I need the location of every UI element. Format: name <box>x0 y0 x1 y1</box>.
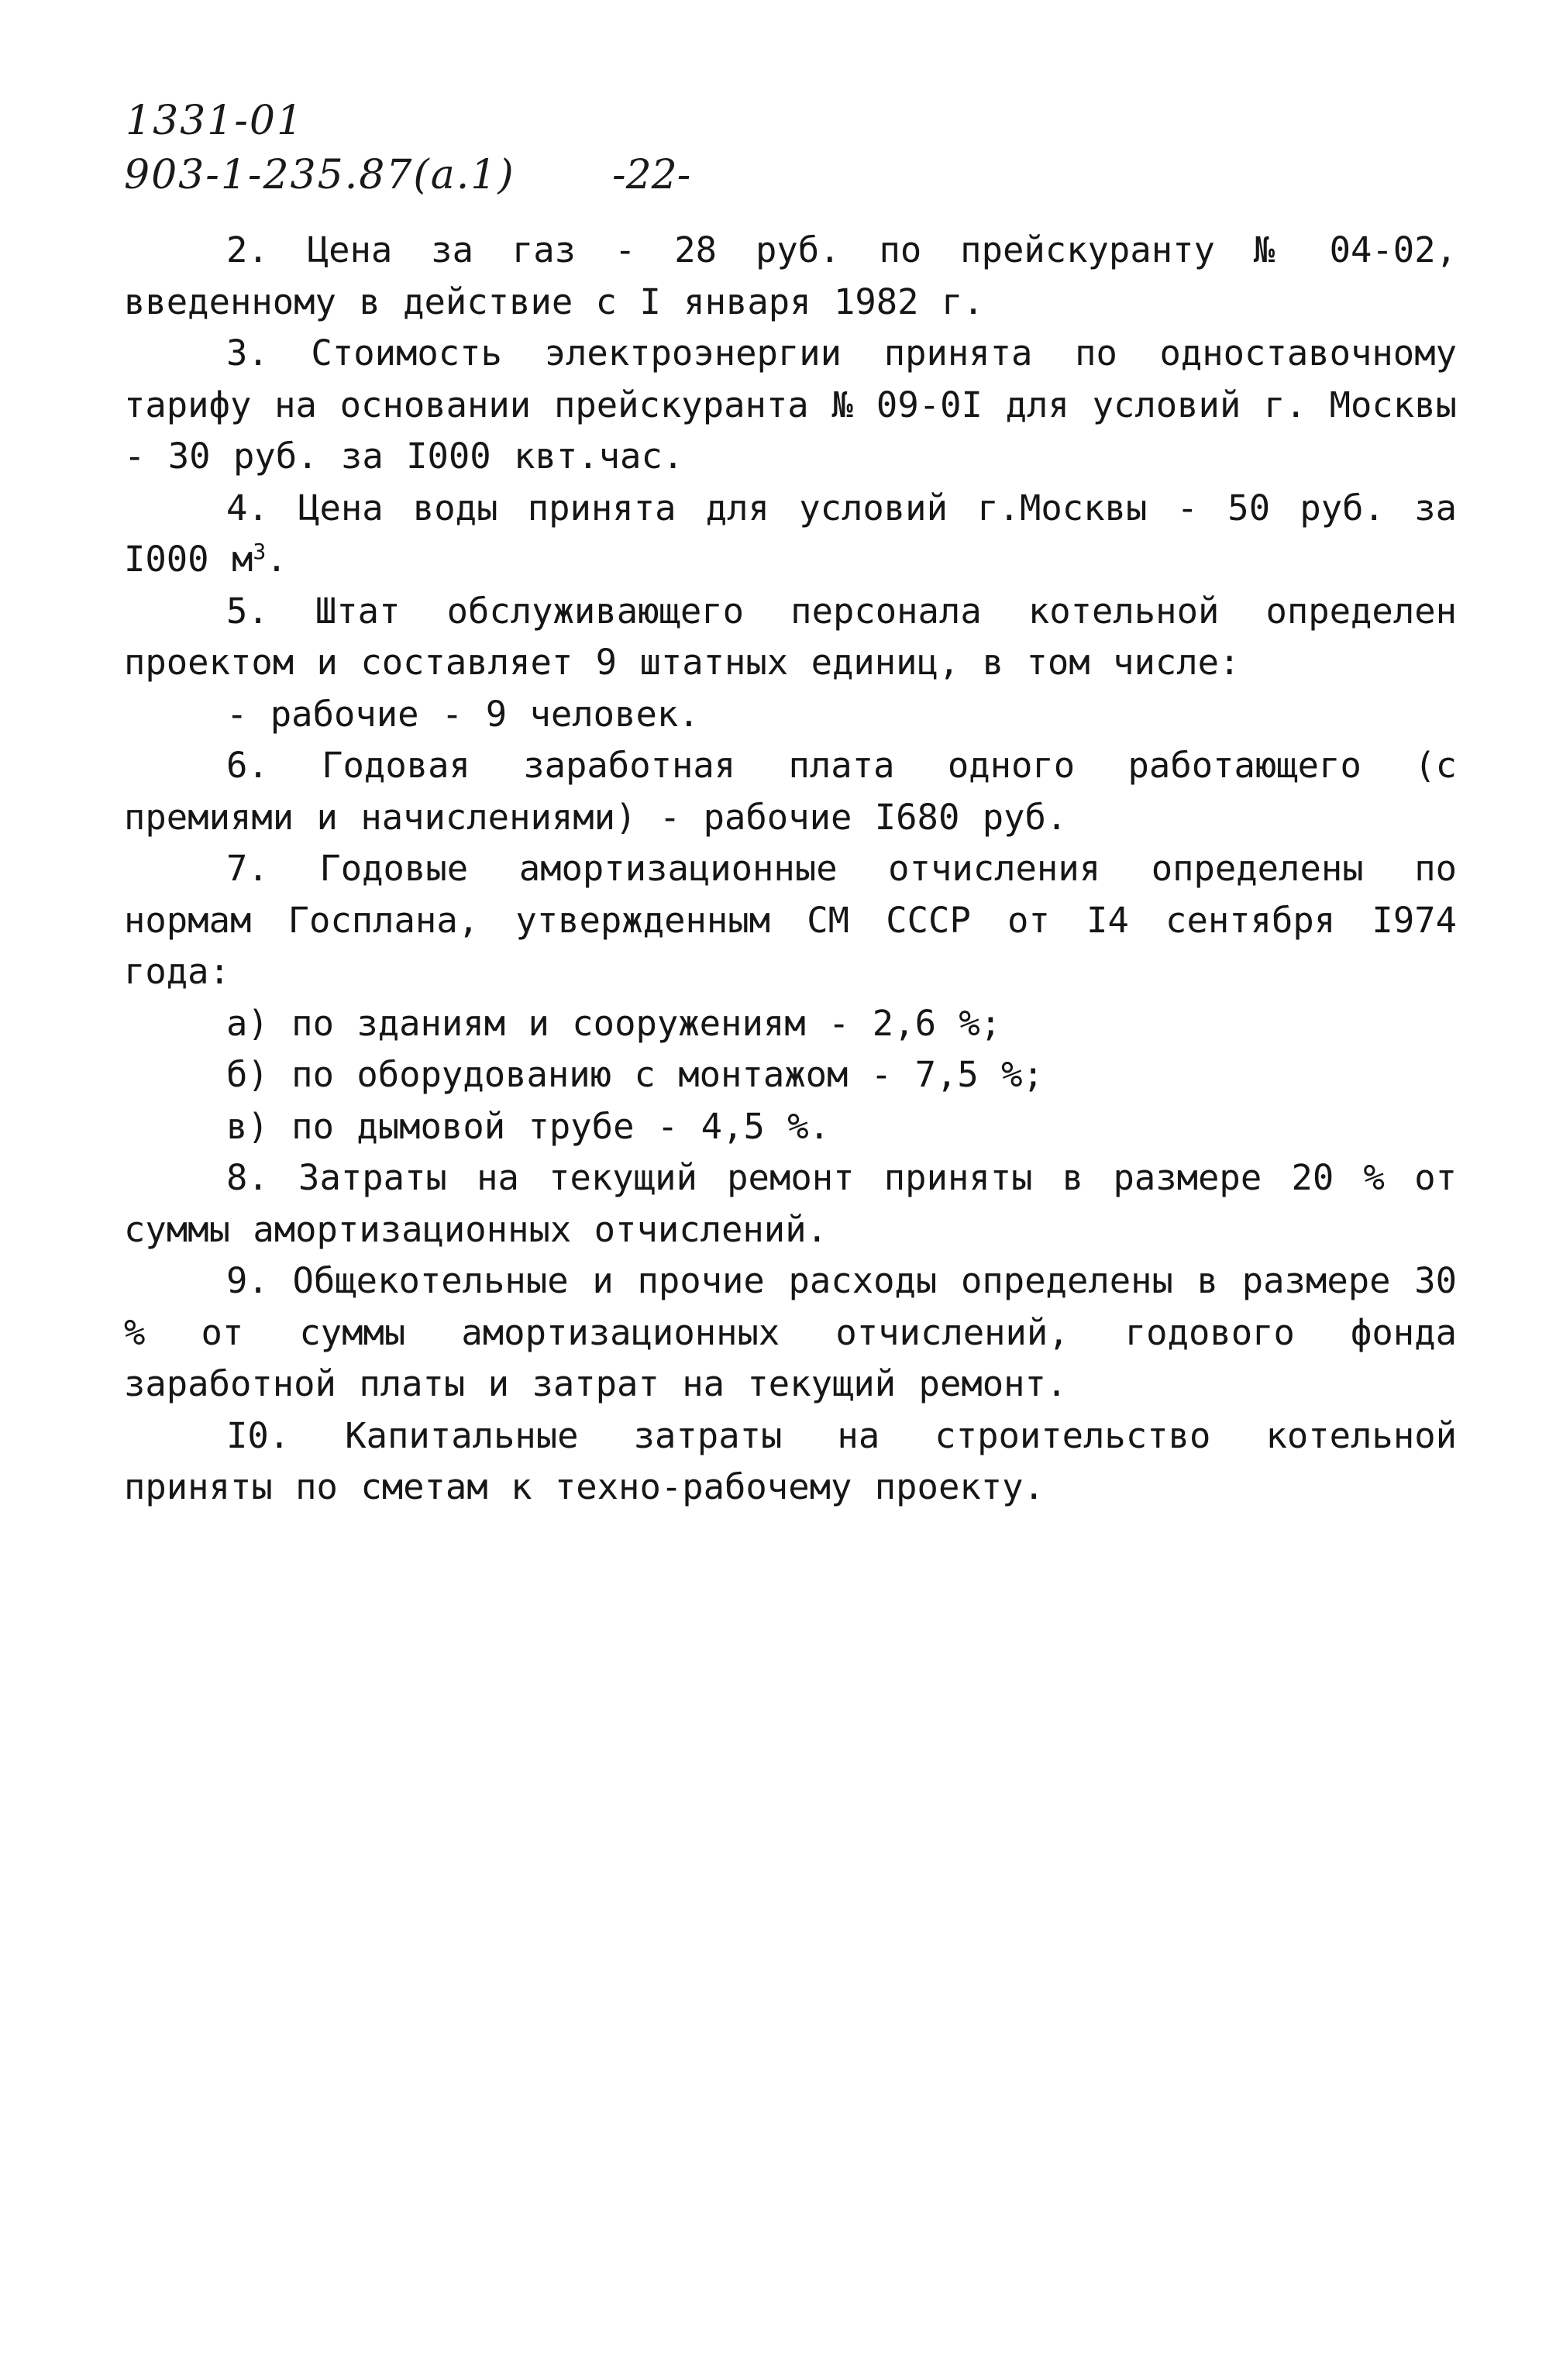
handwritten-code-line-1: 1331-01 <box>126 98 305 144</box>
paragraph-5: 5. Штат обслуживающего персонала котельной определен проектом и составляет 9 штатных единиц, в том числе: <box>124 590 1457 683</box>
page-number: -22- <box>612 152 691 198</box>
superscript-cubic: 3 <box>253 538 267 564</box>
paragraph-7-item-c: в) по дымовой трубе - 4,5 %. <box>226 1105 831 1147</box>
paragraph-7: 7. Годовые амортизационные отчисления определены по нормам Госплана, утвержденным СМ СССР от I4 сентября I974 года: <box>124 848 1457 992</box>
paragraph-7-item-b: б) по оборудованию с монтажом - 7,5 %; <box>226 1054 1044 1095</box>
paragraph-4-end: . <box>266 539 287 580</box>
paragraph-6: 6. Годовая заработная плата одного работающего (с премиями и начислениями) - рабочие I680 руб. <box>124 745 1457 838</box>
paragraph-10: I0. Капитальные затраты на строительство котельной приняты по сметам к техно-рабочему проекту. <box>124 1414 1457 1507</box>
document-body <box>124 225 1457 1514</box>
paragraph-4 <box>124 483 1457 586</box>
paragraph-8: 8. Затраты на текущий ремонт приняты в размере 20 % от суммы амортизационных отчислений. <box>124 1157 1457 1250</box>
paragraph-7-item-a: а) по зданиям и сооружениям - 2,6 %; <box>226 1002 1002 1044</box>
paragraph-4-text: 4. Цена воды принята для условий г.Москвы - 50 руб. за I000 м <box>124 487 1457 580</box>
paragraph-3: 3. Стоимость электроэнергии принята по одноставочному тарифу на основании прейскуранта № 09-0I для условий г. Москвы - 30 руб. за I000 квт.час. <box>124 332 1457 477</box>
paragraph-5-item: - рабочие - 9 человек. <box>226 693 700 735</box>
handwritten-code-line-2: 903-1-235.87(а.1) <box>124 152 515 198</box>
paragraph-2: 2. Цена за газ - 28 руб. по прейскуранту № 04-02, введенному в действие с I января 1982 г. <box>124 229 1457 322</box>
paragraph-9: 9. Общекотельные и прочие расходы определены в размере 30 % от суммы амортизационных отчислений, годового фонда заработной платы и затрат на текущий ремонт. <box>124 1260 1457 1404</box>
